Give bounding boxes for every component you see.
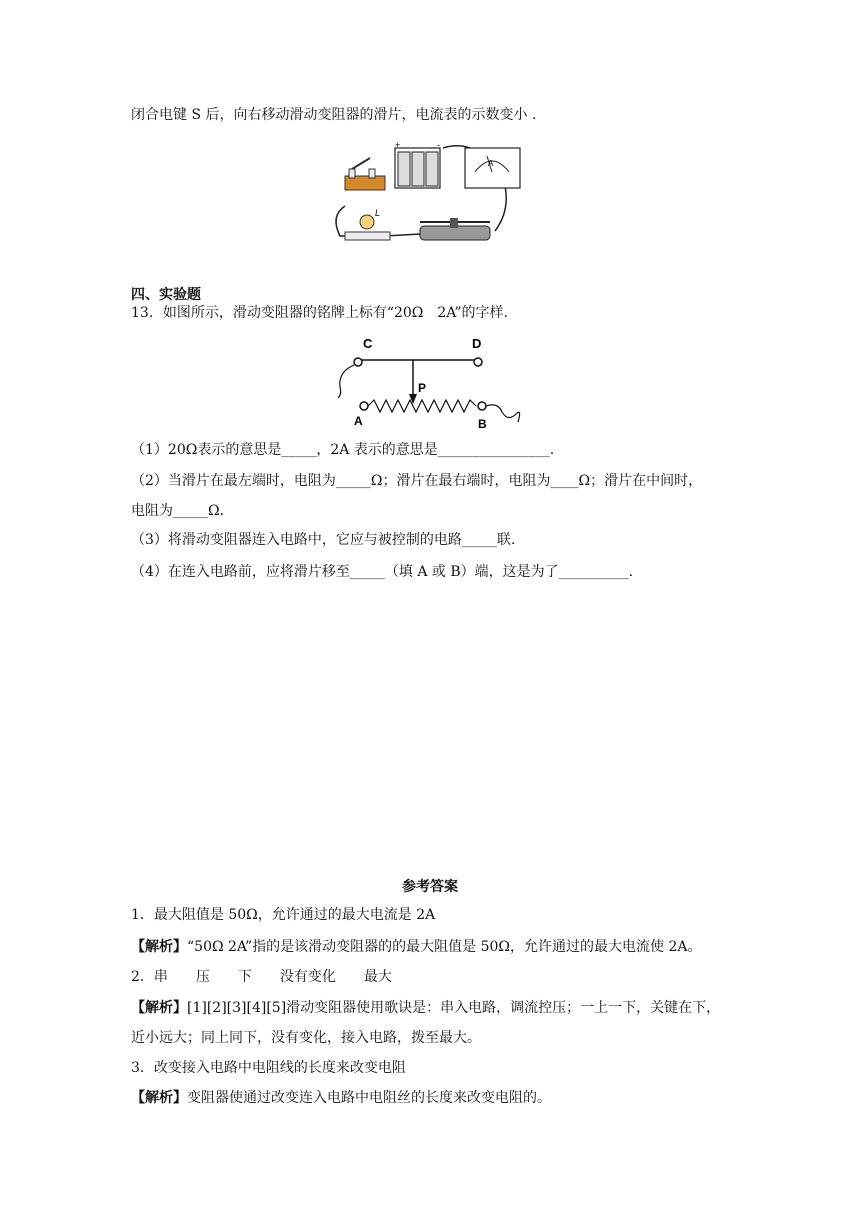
- ammeter-label: A: [488, 159, 494, 168]
- label-d: D: [472, 336, 482, 351]
- section-heading: 四、实验题: [131, 287, 201, 303]
- circuit-figure: [325, 136, 525, 246]
- q13-stem: 13．如图所示，滑动变阻器的铭牌上标有“20Ω 2A”的字样.: [131, 305, 508, 321]
- analysis-3: [131, 1088, 551, 1108]
- battery-minus-label: -: [437, 140, 440, 150]
- battery-plus-label: +: [395, 140, 401, 150]
- analysis-tag: 【解析】: [131, 1000, 187, 1016]
- answer-3: 3．改变接入电路中电阻线的长度来改变电阻: [131, 1060, 406, 1076]
- label-c: C: [363, 336, 373, 351]
- analysis-tag: 【解析】: [131, 939, 187, 955]
- rheostat-diagram: [330, 332, 530, 432]
- switch: [345, 158, 385, 190]
- intro-text: 闭合电键 S 后，向右移动滑动变阻器的滑片，电流表的示数变小 .: [131, 107, 537, 123]
- label-p: P: [418, 381, 427, 395]
- analysis-text: “50Ω 2A”指的是该滑动变阻器的的最大阻值是 50Ω，允许通过的最大电流使 2A。: [187, 939, 702, 955]
- answer-2: 2．串 压 下 没有变化 最大: [131, 969, 392, 985]
- q13-sub3: （3）将滑动变阻器连入电路中，它应与被控制的电路_____联.: [131, 532, 516, 548]
- analysis-tag: 【解析】: [131, 1090, 187, 1106]
- lamp-label: L: [375, 208, 381, 218]
- q13-sub1: （1）20Ω表示的意思是_____，2A 表示的意思是________________.: [131, 442, 555, 458]
- analysis-1: [131, 937, 702, 957]
- battery-pack: [395, 140, 440, 188]
- q13-sub2a: （2）当滑片在最左端时，电阻为_____Ω；滑片在最右端时，电阻为____Ω；滑片在中间时，: [131, 473, 703, 489]
- analysis-text: 变阻器使通过改变连入电路中电阻丝的长度来改变电阻的。: [187, 1090, 551, 1106]
- label-a: A: [354, 414, 363, 428]
- analysis-text: [1][2][3][4][5]滑动变阻器使用歌诀是：串入电路，调流控压；一上一下，关键在下，: [187, 1000, 721, 1016]
- q13-sub2b: 电阻为_____Ω.: [131, 503, 225, 519]
- q13-sub4: （4）在连入电路前，应将滑片移至_____（填 A 或 B）端，这是为了__________.: [131, 564, 634, 580]
- lamp: [345, 208, 390, 240]
- analysis-2: [131, 998, 720, 1018]
- analysis-2-cont: 近小远大；同上同下，没有变化，接入电路，拨至最大。: [131, 1030, 481, 1046]
- ammeter: [465, 148, 520, 188]
- label-b: B: [478, 417, 487, 431]
- answers-title: 参考答案: [402, 879, 458, 895]
- answer-1: 1．最大阻值是 50Ω，允许通过的最大电流是 2A: [131, 907, 436, 923]
- rheostat: [420, 218, 490, 240]
